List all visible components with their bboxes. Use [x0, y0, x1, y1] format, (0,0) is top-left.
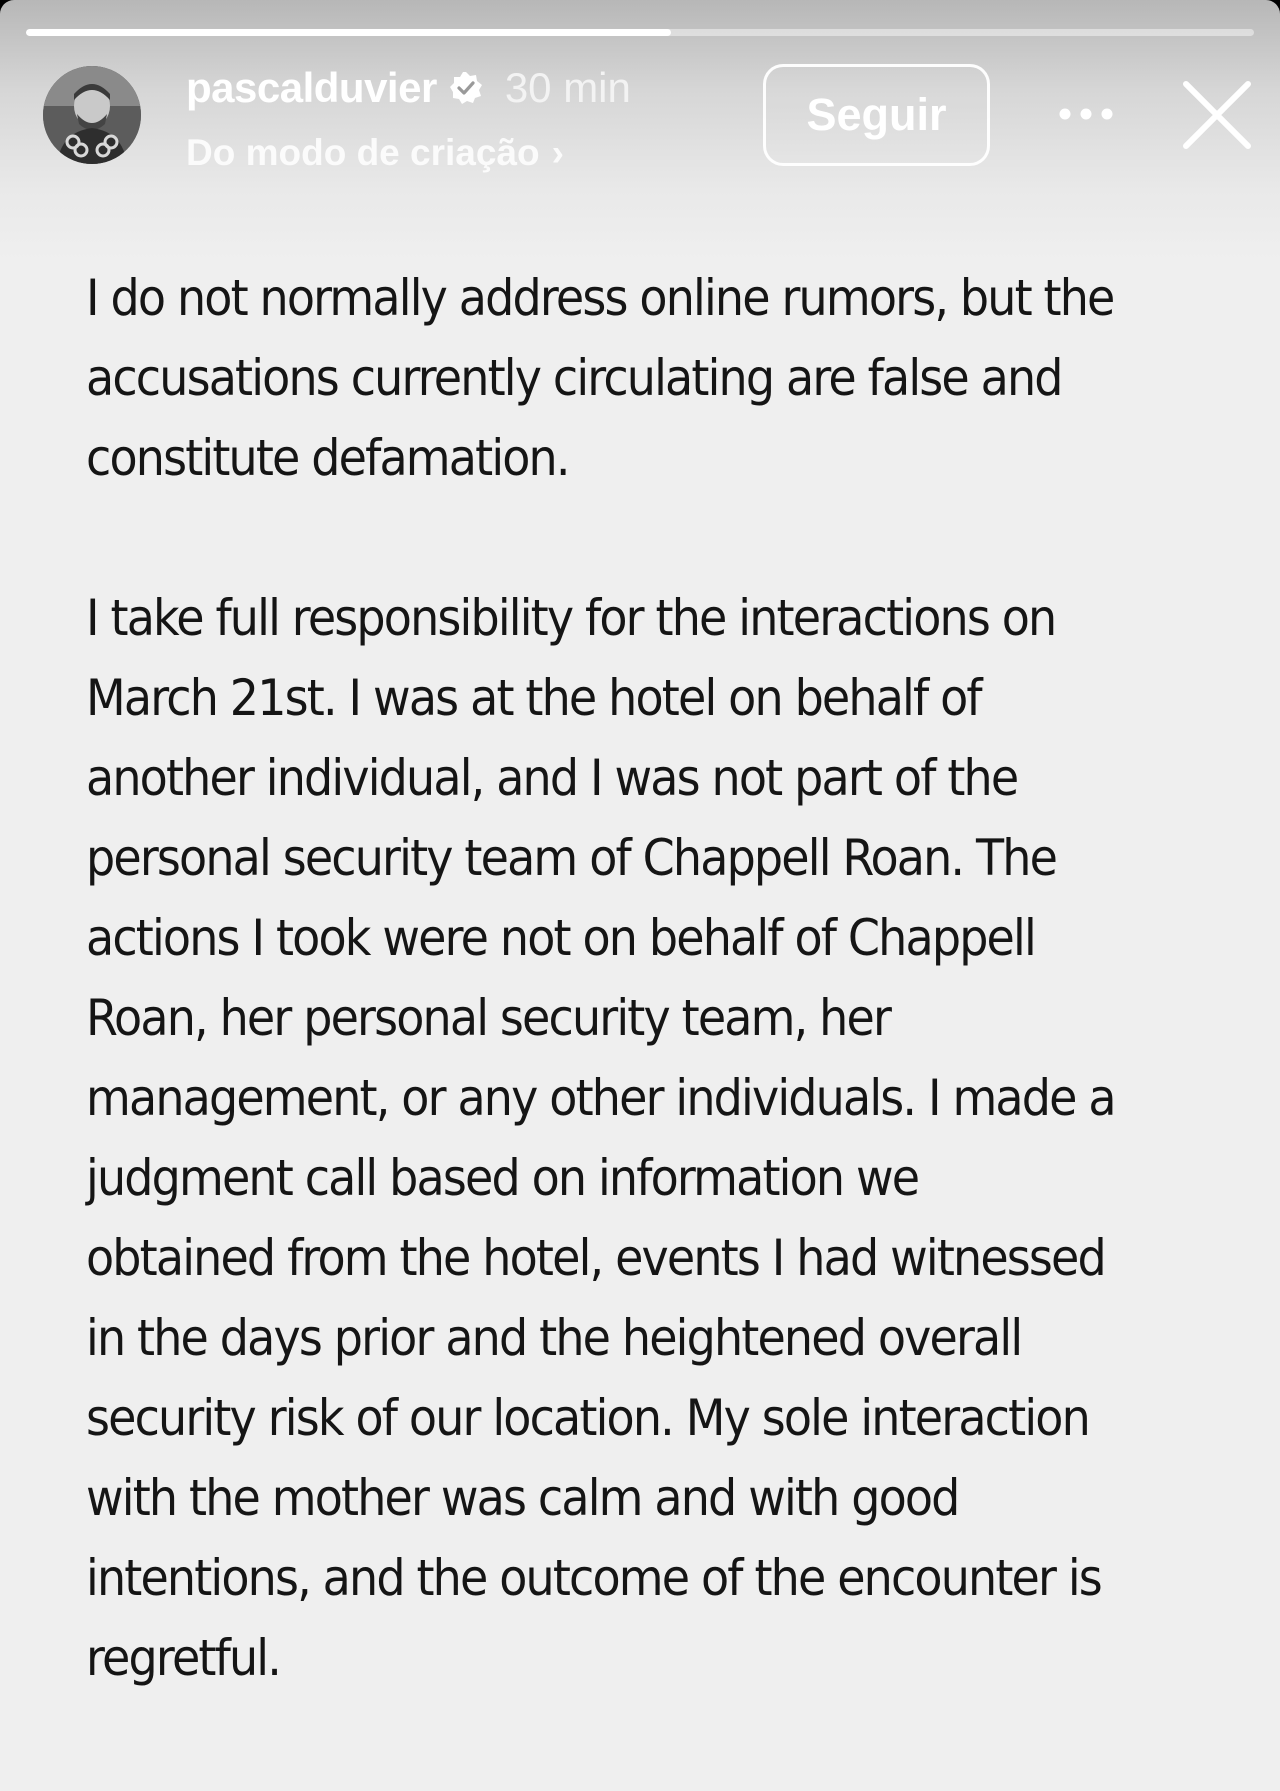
username-row	[186, 60, 631, 116]
story-header-info	[186, 60, 631, 173]
statement-paragraph-1: I do not normally address online rumors, but the accusations currently circulating are false and constitute defamation.	[86, 269, 1114, 487]
story-progress-bar	[26, 29, 1254, 36]
creation-mode-link[interactable]	[186, 132, 564, 174]
statement-paragraph-2: I take full responsibility for the interactions on March 21st. I was at the hotel on behalf of another individual, and I was not part of the personal security team of Chappell Roan. The actions I took were not on behalf of Chappell Roan, her personal security team, her management, or any other individuals. I made a judgment call based on information we obtained from the hotel, events I had witnessed in the days prior and the heightened overall security risk of our location. My sole interaction with the mother was calm and with good intentions, and the outcome of the encounter is regretful.	[86, 589, 1115, 1687]
more-options-icon[interactable]	[1055, 94, 1117, 134]
avatar-photo	[43, 66, 141, 164]
username[interactable]: pascalduvier	[186, 64, 437, 111]
close-icon[interactable]	[1180, 78, 1254, 152]
story-progress-fill	[26, 29, 671, 36]
post-timestamp: 30 min	[504, 64, 631, 111]
follow-button[interactable]: Seguir	[763, 64, 990, 166]
story-text-content	[86, 258, 1116, 1778]
avatar[interactable]	[43, 66, 141, 164]
verified-badge-icon	[449, 71, 483, 105]
chevron-right-icon: ›	[551, 132, 564, 173]
creation-mode-label: Do modo de criação	[186, 132, 540, 173]
